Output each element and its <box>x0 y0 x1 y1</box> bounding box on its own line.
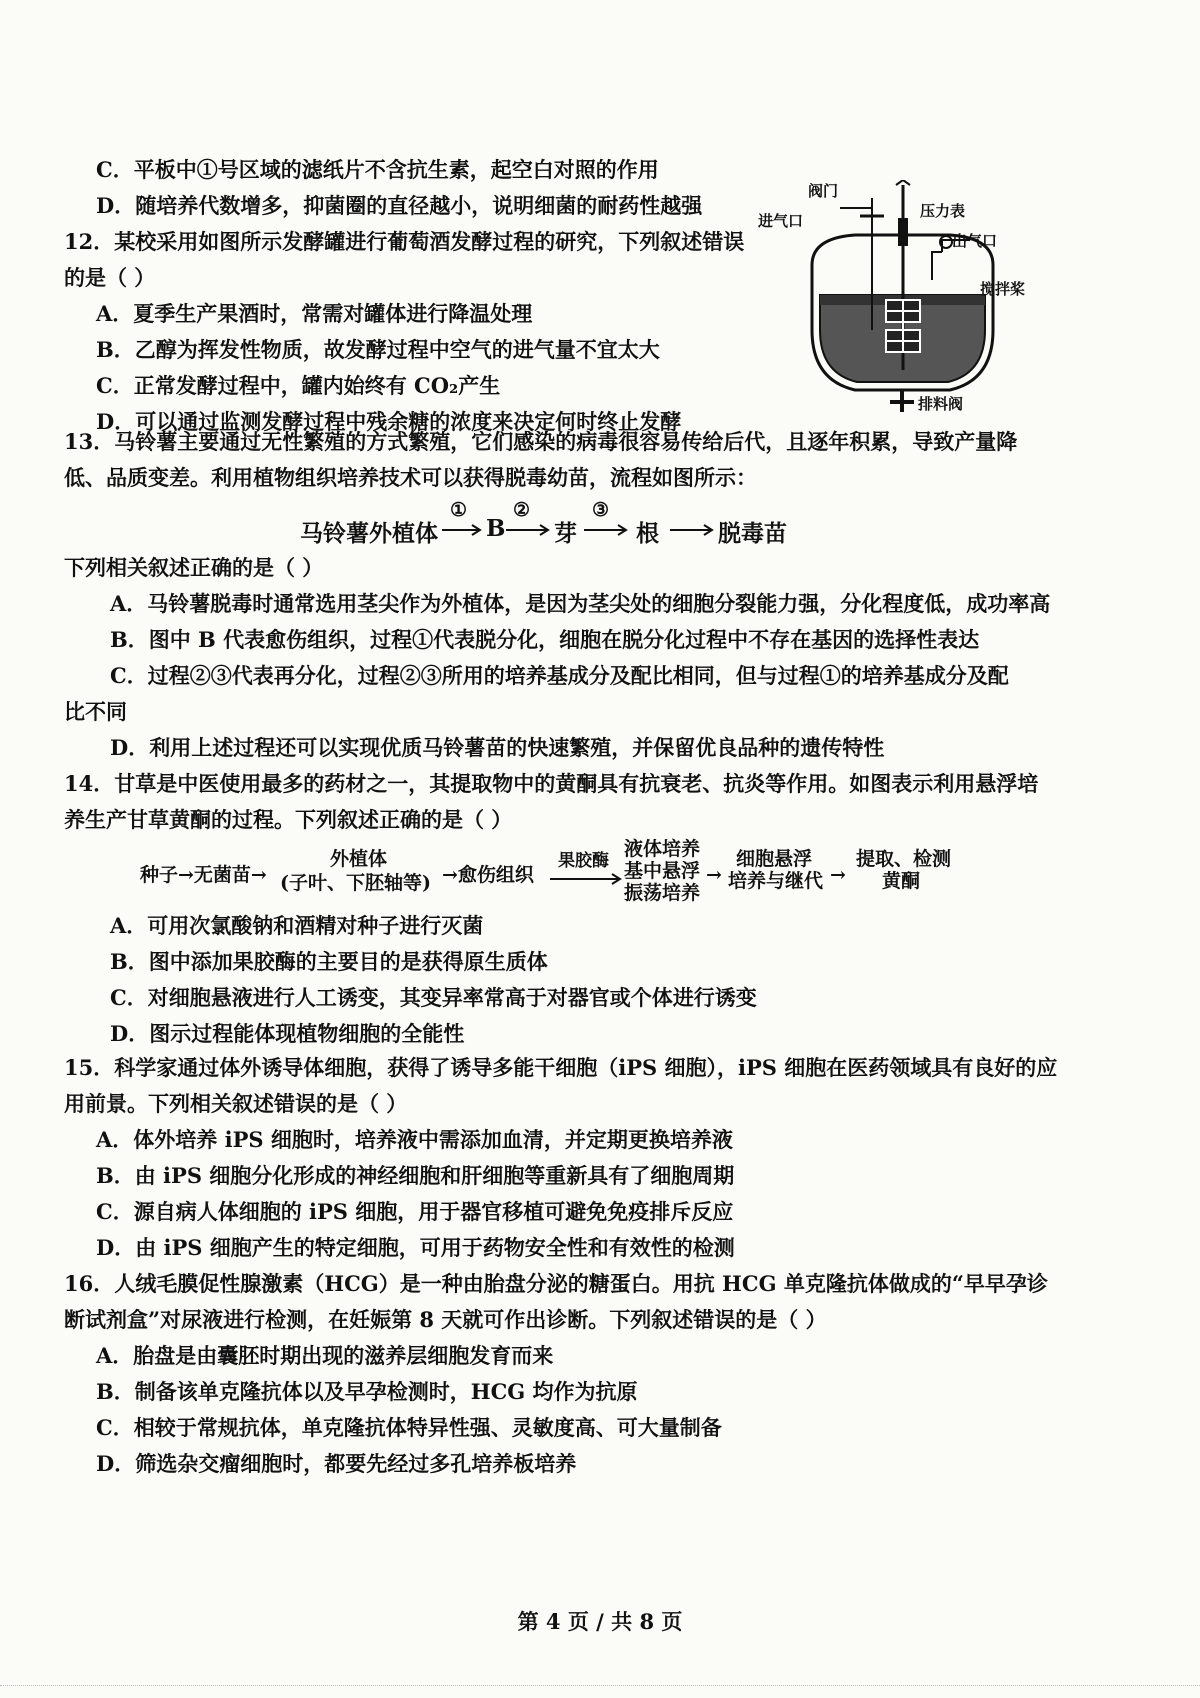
q14-option-a: A．可用次氯酸钠和酒精对种子进行灭菌 <box>110 913 484 938</box>
flow-start: 马铃薯外植体 <box>300 520 438 547</box>
flow14-explant: 外植体 <box>330 848 388 870</box>
q11-option-c: C．平板中①号区域的滤纸片不含抗生素，起空白对照的作用 <box>96 157 659 182</box>
flow14-arrow-3: → <box>830 864 846 886</box>
fermenter-figure <box>758 180 1030 440</box>
q13-option-b: B．图中 B 代表愈伤组织，过程①代表脱分化，细胞在脱分化过程中不存在基因的选择性表达 <box>110 627 980 652</box>
q15-option-c: C．源自病人体细胞的 iPS 细胞，用于器官移植可避免免疫排斥反应 <box>96 1199 734 1224</box>
q11-option-d: D．随培养代数增多，抑菌圈的直径越小，说明细菌的耐药性越强 <box>96 193 703 218</box>
q16-option-d: D．筛选杂交瘤细胞时，都要先经过多孔培养板培养 <box>96 1451 577 1476</box>
q14-flowchart <box>140 838 960 922</box>
flow-end: 脱毒苗 <box>718 520 787 547</box>
q12-option-b: B．乙醇为挥发性物质，故发酵过程中空气的进气量不宜太大 <box>96 337 660 362</box>
fermenter-diagram <box>800 180 1030 440</box>
flow-bud: 芽 <box>554 520 577 547</box>
flow14-liquid-2: 基中悬浮 <box>624 860 701 882</box>
q12-option-d: D．可以通过监测发酵过程中残余糖的浓度来决定何时终止发酵 <box>96 409 682 434</box>
fermenter-label-inlet: 进气口 <box>758 212 804 230</box>
q14-option-c: C．对细胞悬液进行人工诱变，其变异率常高于对器官或个体进行诱变 <box>110 985 757 1010</box>
fermenter-label-stirrer: 搅拌桨 <box>980 280 1026 298</box>
q13-option-a: A．马铃薯脱毒时通常选用茎尖作为外植体，是因为茎尖处的细胞分裂能力强，分化程度低，成功率高 <box>110 591 1051 616</box>
page-footer: 第 4 页 / 共 8 页 <box>517 1609 683 1634</box>
flow-arrow-2 <box>506 523 550 537</box>
fermenter-label-outlet: 出气口 <box>952 232 998 250</box>
q15-stem-line2: 用前景。下列相关叙述错误的是（ ） <box>64 1091 408 1116</box>
q13-option-c-line2: 比不同 <box>64 699 127 724</box>
flow-arrow-1 <box>442 523 482 537</box>
q15-option-a: A．体外培养 iPS 细胞时，培养液中需添加血清，并定期更换培养液 <box>96 1127 733 1152</box>
fermenter-label-pressure-gauge: 压力表 <box>920 202 966 220</box>
flow14-enzyme: 果胶酶 <box>558 851 609 871</box>
q14-option-b: B．图中添加果胶酶的主要目的是获得原生质体 <box>110 949 548 974</box>
flow14-explant-note: (子叶、下胚轴等) <box>280 872 431 894</box>
q16-option-c: C．相较于常规抗体，单克隆抗体特异性强、灵敏度高、可大量制备 <box>96 1415 722 1440</box>
fermenter-label-discharge-valve: 排料阀 <box>918 395 964 413</box>
q13-flowchart <box>300 499 820 551</box>
flow-arrow-3 <box>584 523 628 537</box>
flow14-seed: 种子→无菌苗→ <box>140 864 267 886</box>
flow14-extract-1: 提取、检测 <box>856 848 952 870</box>
q16-stem-line2: 断试剂盒”对尿液进行检测，在妊娠第 8 天就可作出诊断。下列叙述错误的是（ ） <box>64 1307 827 1332</box>
q16-option-a: A．胎盘是由囊胚时期出现的滋养层细胞发育而来 <box>96 1343 554 1368</box>
q16-option-b: B．制备该单克隆抗体以及早孕检测时，HCG 均作为抗原 <box>96 1379 638 1404</box>
flow14-arrow-enzyme <box>550 872 622 886</box>
q12-option-c: C．正常发酵过程中，罐内始终有 CO₂产生 <box>96 373 501 398</box>
q13-question: 下列相关叙述正确的是（ ） <box>64 555 324 580</box>
flow-arrow-4 <box>670 523 714 537</box>
q14-option-d: D．图示过程能体现植物细胞的全能性 <box>110 1021 465 1046</box>
flow14-arrow-2: → <box>706 864 722 886</box>
flow14-suspension-2: 培养与继代 <box>728 870 824 892</box>
q13-stem-line1: 13．马铃薯主要通过无性繁殖的方式繁殖，它们感染的病毒很容易传给后代，且逐年积累，导致产量降 <box>64 429 1018 454</box>
flow-root: 根 <box>636 520 659 547</box>
q15-option-d: D．由 iPS 细胞产生的特定细胞，可用于药物安全性和有效性的检测 <box>96 1235 735 1260</box>
q14-stem-line2: 养生产甘草黄酮的过程。下列叙述正确的是（ ） <box>64 807 513 832</box>
flow14-extract-2: 黄酮 <box>882 870 921 892</box>
flow-b: B <box>486 515 506 542</box>
q12-option-a: A．夏季生产果酒时，常需对罐体进行降温处理 <box>96 301 533 326</box>
page-bottom-divider <box>0 1685 1200 1686</box>
q12-stem-line2: 的是（ ） <box>64 265 156 290</box>
q16-stem-line1: 16．人绒毛膜促性腺激素（HCG）是一种由胎盘分泌的糖蛋白。用抗 HCG 单克隆抗体做成的“早早孕诊 <box>64 1271 1048 1296</box>
q13-option-c-line1: C．过程②③代表再分化，过程②③所用的培养基成分及配比相同，但与过程①的培养基成分及配 <box>110 663 1009 688</box>
flow14-liquid-1: 液体培养 <box>624 838 701 860</box>
q15-stem-line1: 15．科学家通过体外诱导体细胞，获得了诱导多能干细胞（iPS 细胞），iPS 细胞在医药领域具有良好的应 <box>64 1055 1058 1080</box>
flow-step2: ② <box>513 499 531 521</box>
q15-option-b: B．由 iPS 细胞分化形成的神经细胞和肝细胞等重新具有了细胞周期 <box>96 1163 735 1188</box>
fermenter-label-valve: 阀门 <box>808 182 839 200</box>
q14-stem-line1: 14．甘草是中医使用最多的药材之一，其提取物中的黄酮具有抗衰老、抗炎等作用。如图表示利用悬浮培 <box>64 771 1039 796</box>
flow-step3: ③ <box>592 499 610 521</box>
q12-stem-line1: 12．某校采用如图所示发酵罐进行葡萄酒发酵过程的研究，下列叙述错误 <box>64 229 745 254</box>
q13-option-d: D．利用上述过程还可以实现优质马铃薯苗的快速繁殖，并保留优良品种的遗传特性 <box>110 735 885 760</box>
flow14-callus: →愈伤组织 <box>442 864 534 886</box>
flow14-liquid-3: 振荡培养 <box>624 882 701 904</box>
flow-step1: ① <box>450 499 468 521</box>
flow14-suspension-1: 细胞悬浮 <box>736 848 813 870</box>
q13-stem-line2: 低、品质变差。利用植物组织培养技术可以获得脱毒幼苗，流程如图所示： <box>64 465 757 490</box>
